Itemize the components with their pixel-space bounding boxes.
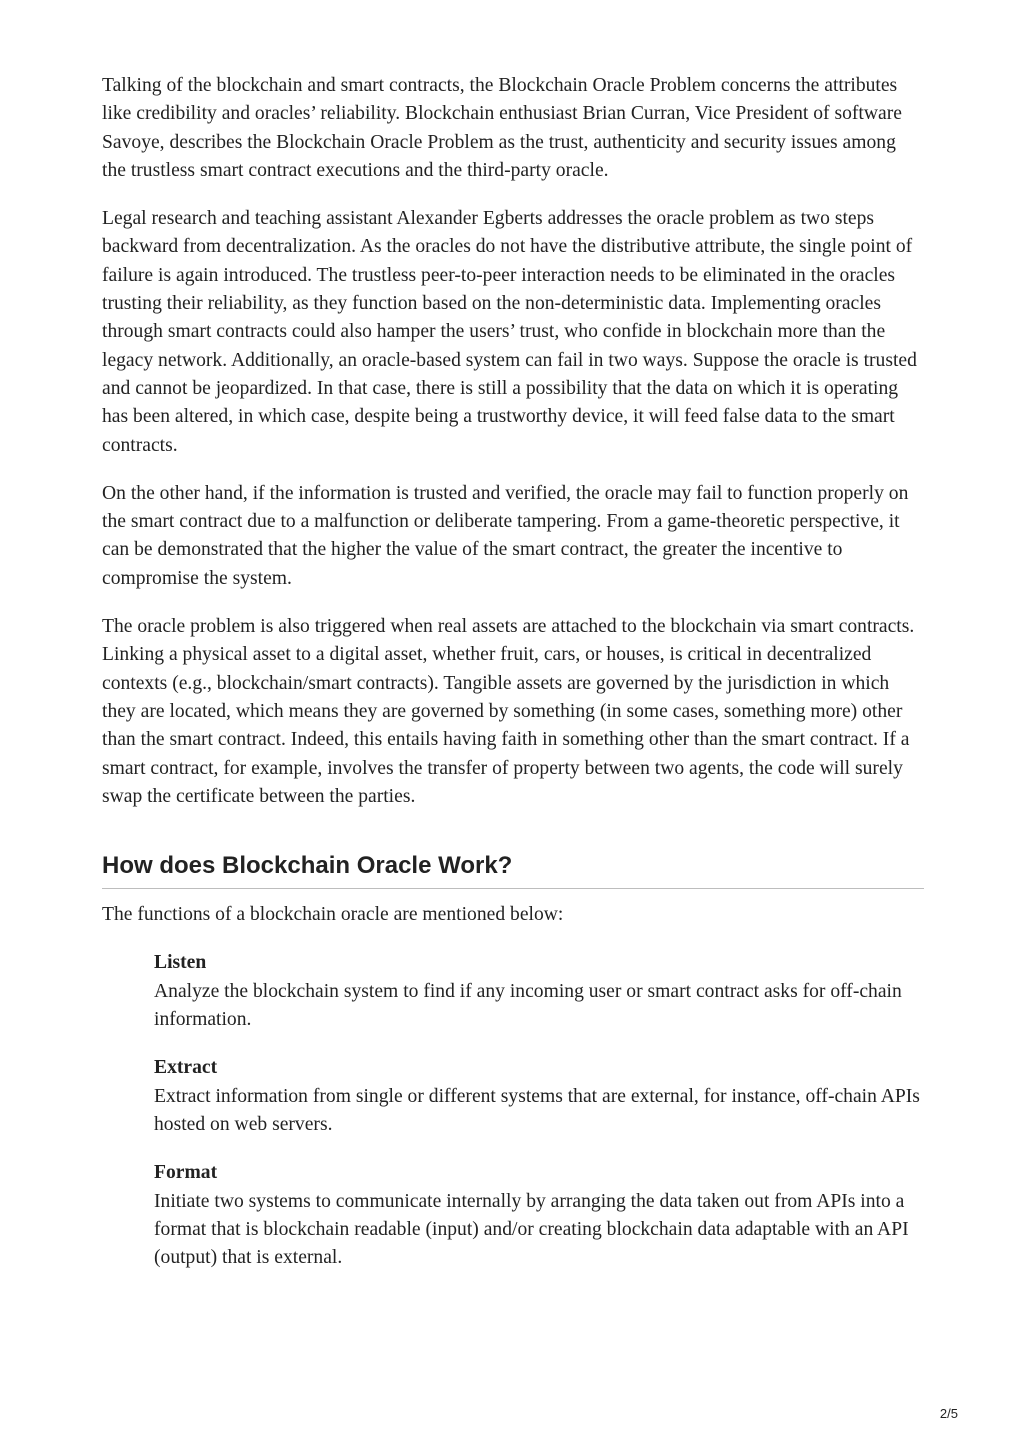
paragraph-other-hand: On the other hand, if the information is trusted and verified, the oracle may fail to function properly on the smart contract due to a malfunction or deliberate tampering. From a game-theoretic perspective, it can be demonstrated that the higher the value of the smart contract, the greater the incentive to compromise the system.: [102, 482, 909, 589]
function-description: Extract information from single or different systems that are external, for instance, off-chain APIs hosted on web servers.: [154, 1085, 920, 1135]
function-title: Extract: [154, 1057, 218, 1079]
section-intro: The functions of a blockchain oracle are mentioned below:: [102, 904, 564, 926]
oracle-functions-list: [102, 949, 924, 1272]
paragraph-oracle-problem-intro: Talking of the blockchain and smart contracts, the Blockchain Oracle Problem concerns the attributes like credibility and oracles’ reliability. Blockchain enthusiast Brian Curran, Vice President of software Savoye, describes the Blockchain Oracle Problem as the trust, authenticity and security issues among the trustless smart contract executions and the third-party oracle.: [102, 75, 902, 181]
function-item-listen: [154, 949, 924, 1034]
section-heading: How does Blockchain Oracle Work?: [102, 851, 924, 889]
function-title: Listen: [154, 952, 207, 974]
paragraph-real-assets: The oracle problem is also triggered when real assets are attached to the blockchain via smart contracts. Linking a physical asset to a digital asset, whether fruit, cars, or houses, is critical in decentralized contexts (e.g., blockchain/smart contracts). Tangible assets are governed by the jurisdiction in which they are located, which means they are governed by something (in some cases, something more) other than the smart contract. Indeed, this entails having faith in something other than the smart contract. If a smart contract, for example, involves the transfer of property between two agents, the code will surely swap the certificate between the parties.: [102, 616, 915, 807]
function-title: Format: [154, 1162, 218, 1184]
paragraph-egberts-view: Legal research and teaching assistant Alexander Egberts addresses the oracle problem as two steps backward from decentralization. As the oracles do not have the distributive attribute, the single point of failure is again introduced. The trustless peer-to-peer interaction needs to be eliminated in the oracles trusting their reliability, as they function based on the non-deterministic data. Implementing oracles through smart contracts could also hamper the users’ trust, who confide in blockchain more than the legacy network. Additionally, an oracle-based system can fail in two ways. Suppose the oracle is trusted and cannot be jeopardized. In that case, there is still a possibility that the data on which it is operating has been altered, in which case, despite being a trustworthy device, it will feed false data to the smart contracts.: [102, 208, 917, 456]
function-description: Analyze the blockchain system to find if any incoming user or smart contract asks for off-chain information.: [154, 980, 902, 1031]
function-item-format: [154, 1159, 924, 1272]
function-item-extract: [154, 1054, 924, 1139]
document-content: [102, 72, 924, 1292]
page-number: 2/5: [939, 1406, 958, 1421]
function-description: Initiate two systems to communicate internally by arranging the data taken out from APIs into a format that is blockchain readable (input) and/or creating blockchain data adaptable with an API (output) that is external.: [154, 1190, 909, 1269]
